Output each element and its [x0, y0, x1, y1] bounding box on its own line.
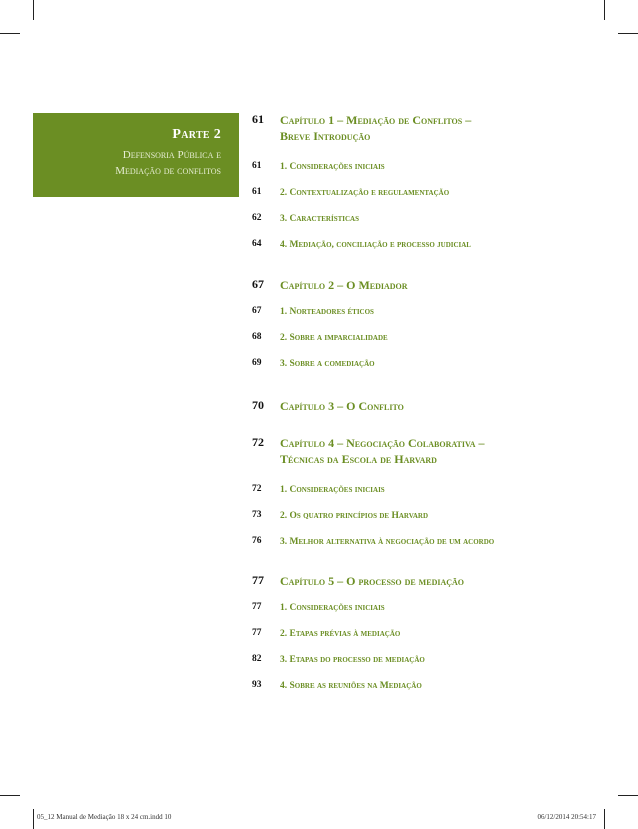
toc-page-number: 61	[252, 187, 262, 197]
toc-page-number: 62	[252, 213, 262, 223]
part-subtitle-line: Mediação de conflitos	[115, 165, 221, 177]
toc-page-number: 72	[252, 435, 264, 449]
crop-mark-top-left	[33, 0, 34, 20]
toc-entry-line: Breve Introdução	[280, 129, 371, 143]
toc-page-number: 93	[252, 680, 262, 690]
print-slug-left: 05_12 Manual de Mediação 18 x 24 cm.indd 10	[37, 813, 172, 821]
toc-entry-title: 2. Sobre a imparcialidade	[280, 333, 388, 343]
toc-entry-title: 3. Etapas do processo de mediação	[280, 655, 425, 665]
toc-entry-line: Capítulo 4 – Negociação Colaborativa –	[280, 436, 485, 450]
toc-entry-title: 4. Mediação, conciliação e processo judicial	[280, 240, 471, 250]
toc-page-number: 77	[252, 602, 262, 612]
toc-entry-title: 3. Sobre a comediação	[280, 359, 375, 369]
toc-page-number: 68	[252, 332, 262, 342]
toc-page-number: 77	[252, 573, 264, 587]
toc-entry-title: 3. Melhor alternativa à negociação de um acordo	[280, 537, 495, 547]
toc-entry-line: Capítulo 1 – Mediação de Conflitos –	[280, 113, 472, 127]
toc-page-number: 61	[252, 161, 262, 171]
toc-entry-title: 2. Contextualização e regulamentação	[280, 188, 450, 198]
toc-entry-title: 4. Sobre as reuniões na Mediação	[280, 681, 422, 691]
toc-page-number: 70	[252, 398, 264, 412]
toc-entry-title	[280, 435, 550, 467]
toc-entry-title: 2. Etapas prévias à mediação	[280, 629, 401, 639]
toc-entry-title: 1. Considerações iniciais	[280, 162, 385, 172]
toc-page-number: 67	[252, 277, 264, 291]
part-heading-box	[33, 113, 239, 197]
toc-page-number: 76	[252, 536, 262, 546]
part-title: Parte 2	[172, 127, 221, 142]
crop-mark-right-top	[618, 33, 638, 34]
toc-page-number: 61	[252, 112, 264, 126]
crop-mark-top-right	[604, 0, 605, 20]
toc-entry-title: 1. Considerações iniciais	[280, 485, 385, 495]
crop-mark-bottom-left	[33, 809, 34, 829]
toc-page-number: 82	[252, 654, 262, 664]
toc-page-number: 77	[252, 628, 262, 638]
toc-page-number: 73	[252, 510, 262, 520]
crop-mark-left-bottom	[0, 795, 20, 796]
toc-entry-title: 3. Características	[280, 214, 359, 224]
toc-entry-title: Capítulo 2 – O Mediador	[280, 278, 408, 292]
toc-entry-title: 1. Norteadores éticos	[280, 307, 374, 317]
toc-entry-title: 2. Os quatro princípios de Harvard	[280, 511, 429, 521]
toc-page-number: 64	[252, 239, 262, 249]
crop-mark-bottom-right	[604, 809, 605, 829]
toc-entry-title: 1. Considerações iniciais	[280, 603, 385, 613]
toc-page-number: 67	[252, 306, 262, 316]
toc-entry-title: Capítulo 5 – O processo de mediação	[280, 574, 465, 588]
crop-mark-left-top	[0, 33, 20, 34]
toc-page-number: 72	[252, 484, 262, 494]
crop-mark-right-bottom	[618, 795, 638, 796]
toc-entry-title: Capítulo 3 – O Conflito	[280, 399, 404, 413]
part-subtitle-line: Defensoria Pública e	[122, 149, 221, 161]
toc-page-number: 69	[252, 358, 262, 368]
toc-entry-line: Técnicas da Escola de Harvard	[280, 452, 437, 466]
print-slug-right: 06/12/2014 20:54:17	[537, 813, 596, 821]
part-subtitle	[115, 147, 221, 179]
toc-entry-title	[280, 112, 550, 144]
